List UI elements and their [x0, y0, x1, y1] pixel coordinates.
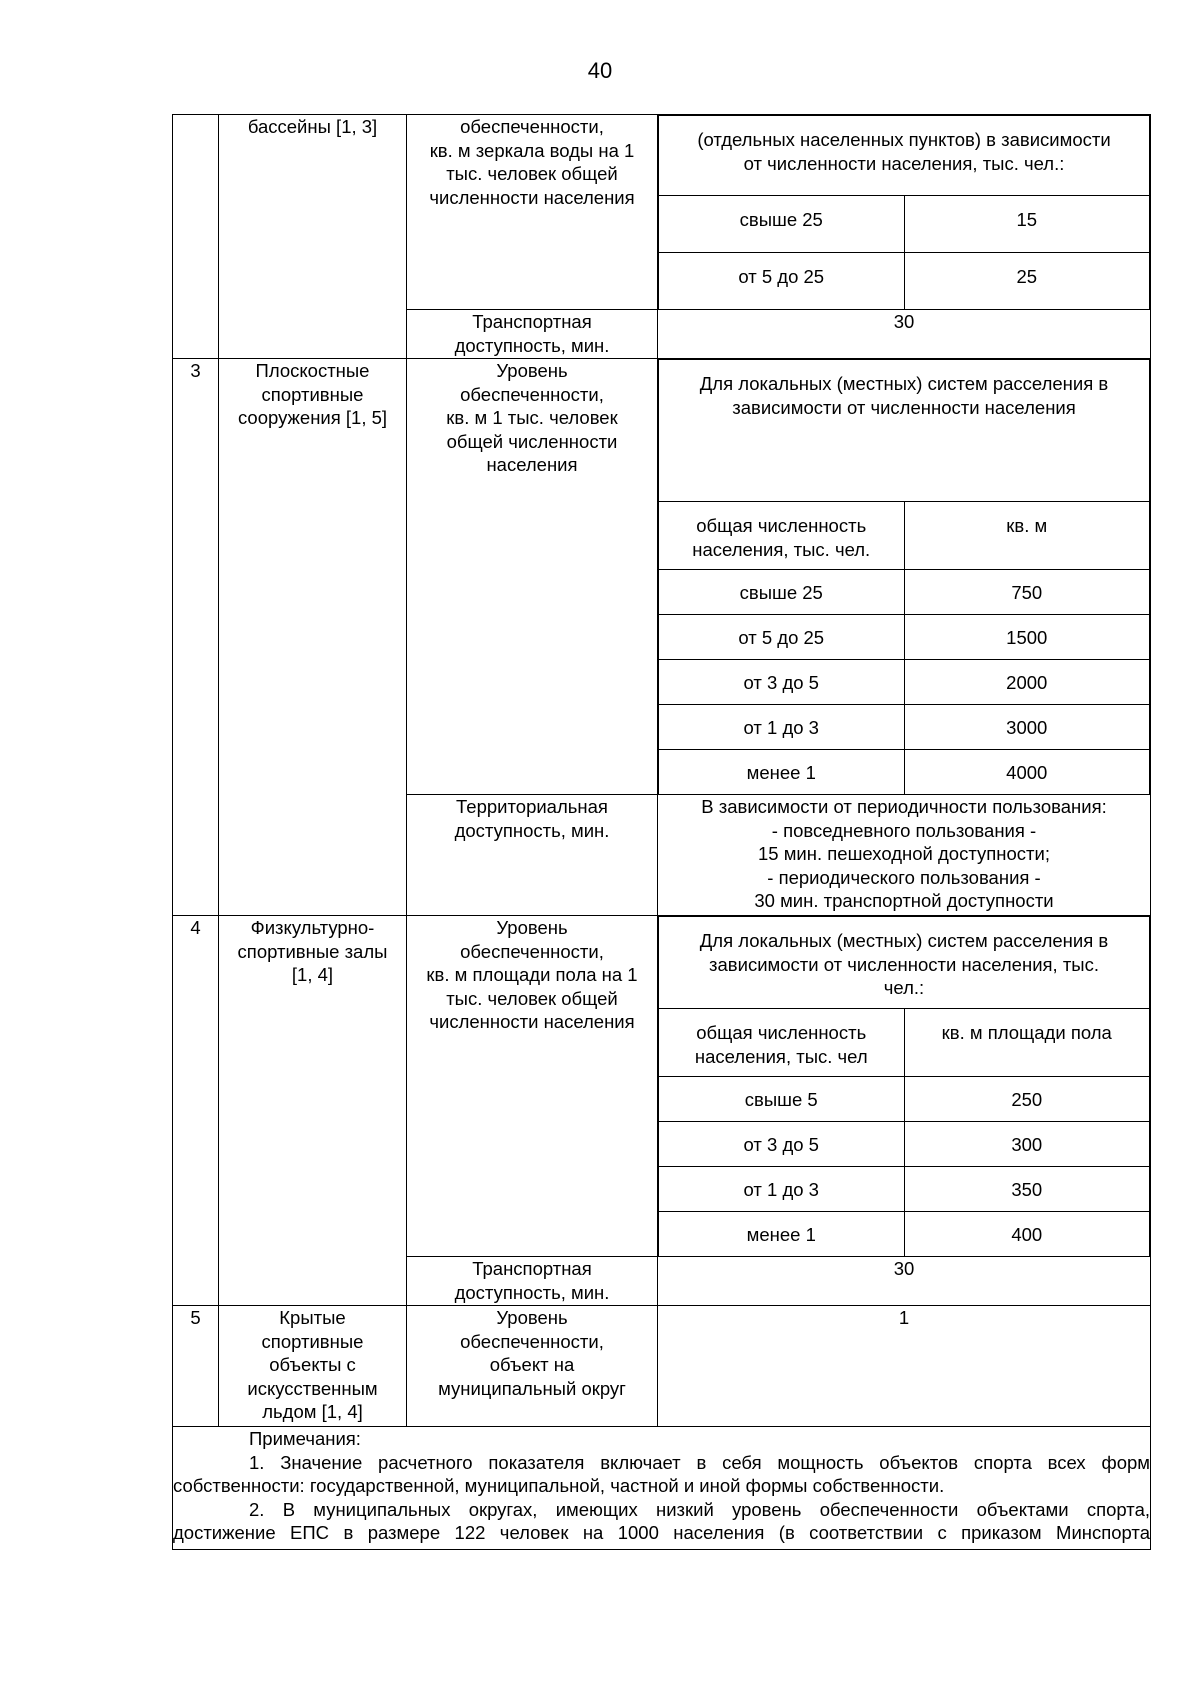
row-number: 3 [173, 359, 219, 916]
indicator-cell: Уровень обеспеченности, кв. м 1 тыс. человек общей численности населения [407, 359, 658, 795]
subtable-header: (отдельных населенных пунктов) в зависимости от численности населения, тыс. чел.: [659, 116, 1150, 196]
notes-title: Примечания: [249, 1428, 361, 1449]
value-cell [658, 115, 1151, 310]
table-row: свыше 25 15 [659, 196, 1150, 253]
table-row: от 1 до 3 350 [659, 1167, 1150, 1212]
table-row: от 3 до 5 2000 [659, 660, 1150, 705]
access-label: Транспортная доступность, мин. [407, 310, 658, 359]
table-row [173, 115, 1151, 310]
page-number: 40 [587, 58, 613, 83]
standards-table [172, 114, 1151, 1550]
notes-cell [173, 1427, 1151, 1550]
table-row [173, 359, 1151, 795]
table-row: свыше 25 750 [659, 570, 1150, 615]
object-name: бассейны [1, 3] [219, 115, 407, 359]
value-cell [658, 916, 1151, 1257]
table-row: общая численность населения, тыс. чел. кв. м [659, 502, 1150, 570]
indicator-cell: обеспеченности, кв. м зеркала воды на 1 тыс. человек общей численности населения [407, 115, 658, 310]
subtable [658, 115, 1150, 309]
table-row: общая численность населения, тыс. чел кв. м площади пола [659, 1009, 1150, 1077]
access-value: 30 [658, 310, 1151, 359]
object-name: Крытые спортивные объекты с искусственным льдом [1, 4] [219, 1306, 407, 1427]
object-name: Физкультурно- спортивные залы [1, 4] [219, 916, 407, 1306]
object-name: Плоскостные спортивные сооружения [1, 5] [219, 359, 407, 916]
table-row: от 1 до 3 3000 [659, 705, 1150, 750]
access-label: Транспортная доступность, мин. [407, 1257, 658, 1306]
table-row: от 5 до 25 25 [659, 253, 1150, 310]
access-value: В зависимости от периодичности пользования: - повседневного пользования - 15 мин. пешеходной доступности; - периодического пользования - 30 мин. транспортной доступности [658, 795, 1151, 916]
indicator-cell: Уровень обеспеченности, объект на муниципальный округ [407, 1306, 658, 1427]
subtable [658, 359, 1150, 794]
table-row: от 3 до 5 300 [659, 1122, 1150, 1167]
table-row [173, 1306, 1151, 1427]
table-row: от 5 до 25 1500 [659, 615, 1150, 660]
note-2: 2. В муниципальных округах, имеющих низкий уровень обеспеченности объектами спорта, [249, 1498, 1150, 1520]
row-number: 5 [173, 1306, 219, 1427]
row-number: 4 [173, 916, 219, 1306]
note-1-continued: собственности: государственной, муниципальной, частной и иной формы собственности. [173, 1475, 945, 1496]
table-row: свыше 5 250 [659, 1077, 1150, 1122]
note-1: 1. Значение расчетного показателя включает в себя мощность объектов спорта всех форм [249, 1451, 1150, 1473]
indicator-cell: Уровень обеспеченности, кв. м площади пола на 1 тыс. человек общей численности населения [407, 916, 658, 1257]
subtable-header: Для локальных (местных) систем расселения в зависимости от численности населения, тыс. чел.: [659, 917, 1150, 1009]
access-value: 30 [658, 1257, 1151, 1306]
notes-row [173, 1427, 1151, 1550]
value-cell: 1 [658, 1306, 1151, 1427]
value-cell [658, 359, 1151, 795]
table-row [173, 916, 1151, 1257]
note-2-continued: достижение ЕПС в размере 122 человек на 1000 населения (в соответствии с приказом Минспорта [173, 1522, 1150, 1543]
table-row: менее 1 400 [659, 1212, 1150, 1257]
access-label: Территориальная доступность, мин. [407, 795, 658, 916]
table-row: менее 1 4000 [659, 750, 1150, 795]
subtable-header: Для локальных (местных) систем расселения в зависимости от численности населения [659, 360, 1150, 502]
subtable [658, 916, 1150, 1256]
